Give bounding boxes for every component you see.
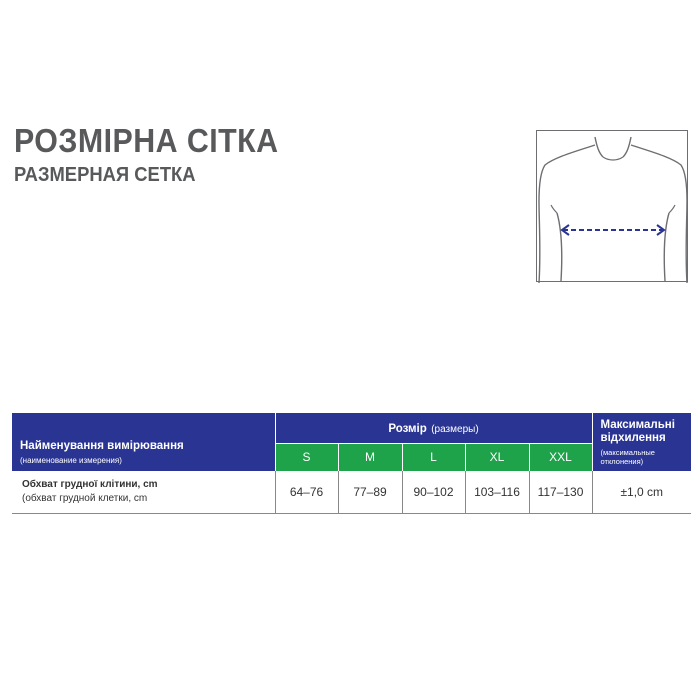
max-deviation-header-line2: відхилення (600, 431, 666, 444)
size-header-sublabel: (размеры) (431, 423, 479, 435)
size-col-xxl: XXL (529, 443, 592, 471)
size-col-xl: XL (465, 443, 529, 471)
size-chart-table (12, 413, 691, 514)
measurement-name-header-sublabel: (наименование измерения) (20, 456, 122, 465)
value-s: 64–76 (275, 471, 338, 513)
size-col-s: S (275, 443, 338, 471)
value-m: 77–89 (338, 471, 402, 513)
page-title: РОЗМІРНА СІТКА (14, 122, 279, 159)
row-name-cell (12, 471, 275, 513)
value-xxl: 117–130 (529, 471, 592, 513)
size-col-l: L (402, 443, 465, 471)
max-deviation-header-sublabel: (максимальные отклонения) (600, 447, 655, 466)
measurement-name-header-label: Найменування вимірювання (20, 440, 184, 452)
size-header (275, 413, 592, 443)
max-deviation-header-line1: Максимальні (600, 418, 675, 431)
chest-measurement-illustration (536, 130, 688, 282)
max-deviation-value: ±1,0 cm (592, 471, 691, 513)
table-row (12, 471, 691, 513)
value-l: 90–102 (402, 471, 465, 513)
value-xl: 103–116 (465, 471, 529, 513)
torso-outline-icon (537, 131, 689, 283)
page-subtitle: РАЗМЕРНАЯ СЕТКА (14, 164, 196, 186)
row-name-sub: (обхват грудной клетки, cm (22, 492, 148, 504)
size-col-m: M (338, 443, 402, 471)
size-header-label: Розмір (388, 422, 427, 435)
max-deviation-header (592, 413, 691, 471)
row-name: Обхват грудної клітини, cm (22, 478, 158, 490)
measurement-name-header (12, 413, 275, 471)
